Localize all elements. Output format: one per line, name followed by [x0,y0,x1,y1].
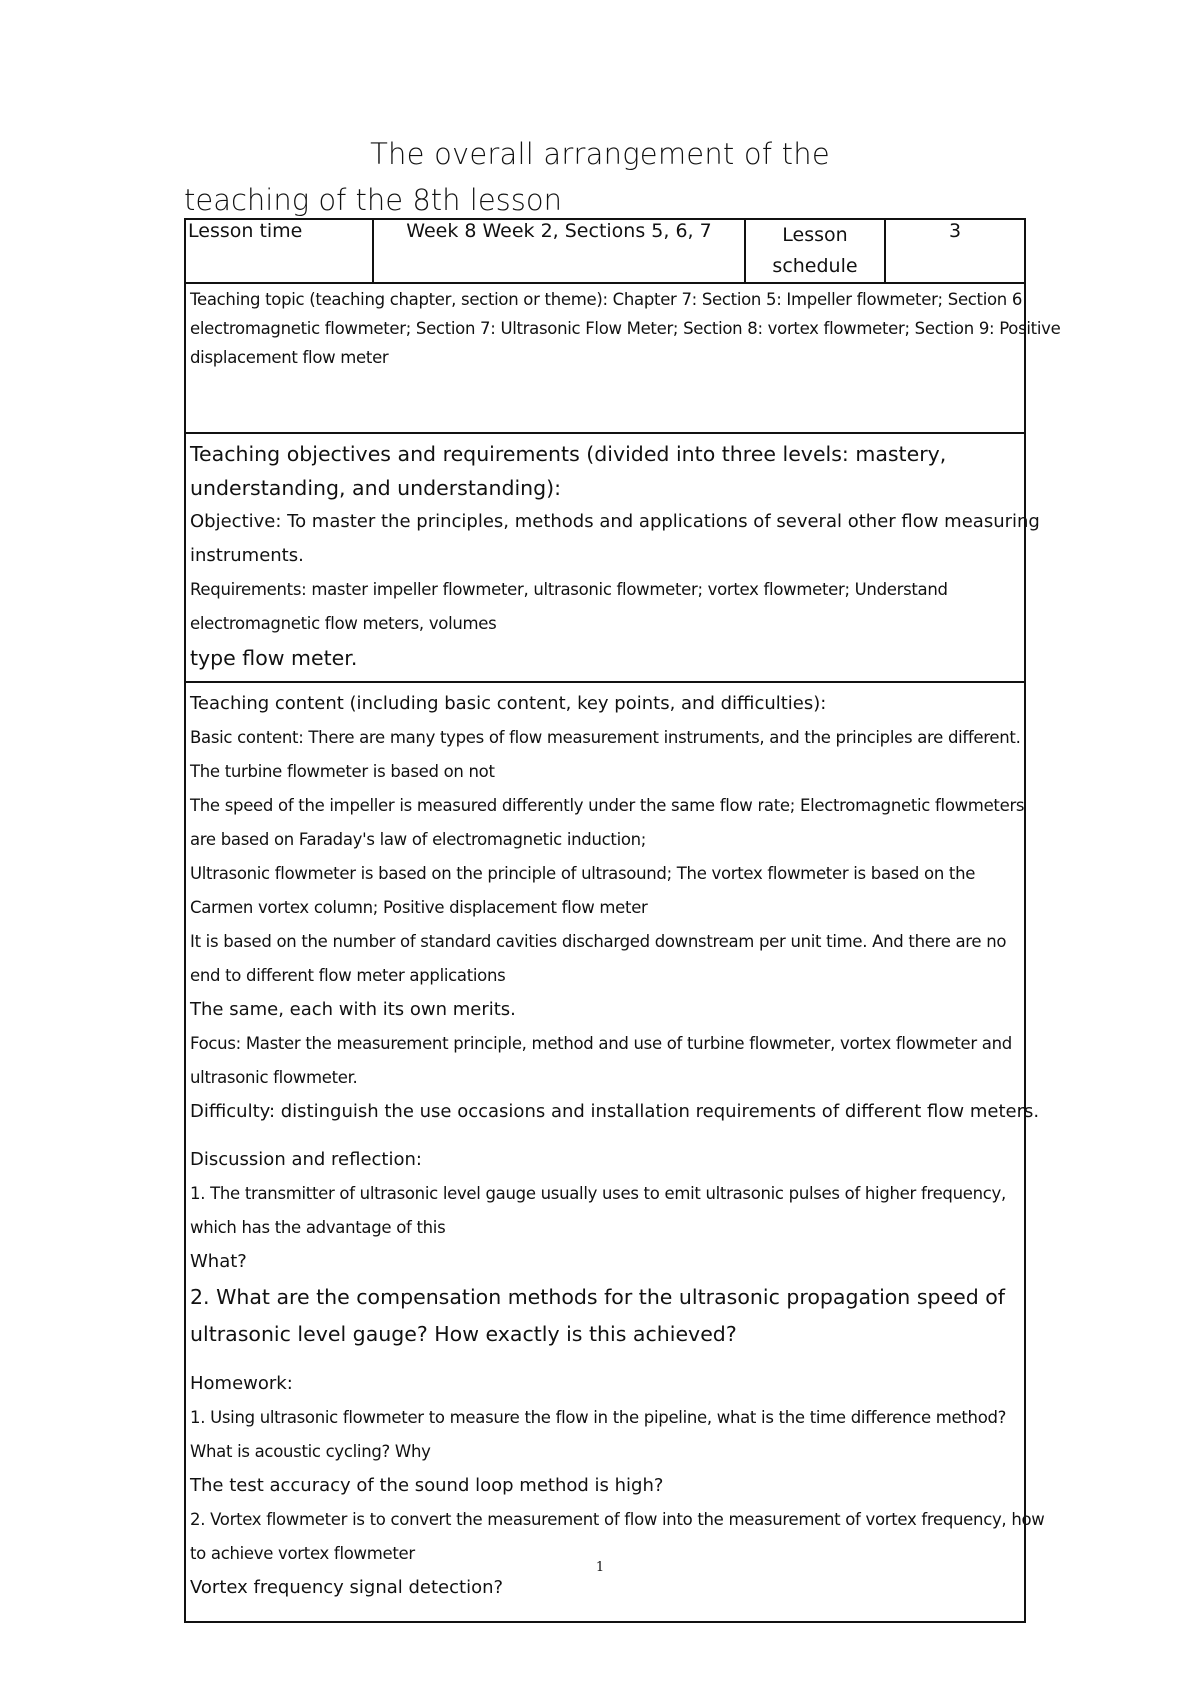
homework-h2-tail: Vortex frequency signal detection? [190,1577,504,1598]
discussion-heading: Discussion and reflection: [190,1149,422,1170]
focus-line: Focus: Master the measurement principle, method and use of turbine flowmeter, vortex flowmeter and [190,1034,1012,1053]
content-row [185,682,1025,1622]
discussion-q1-line: which has the advantage of this [190,1218,446,1237]
homework-heading: Homework: [190,1373,293,1394]
lesson-time-value: Week 8 Week 2, Sections 5, 6, 7 [373,219,745,283]
lesson-time-label: Lesson time [185,219,373,283]
homework-h2-line: 2. Vortex flowmeter is to convert the measurement of flow into the measurement of vortex frequency, how [190,1510,1045,1529]
lesson-schedule-label: Lesson schedule [745,219,885,283]
objectives-heading: understanding, and understanding): [190,476,562,500]
topic-line: displacement flow meter [190,348,389,367]
content-line: It is based on the number of standard cavities discharged downstream per unit time. And there are no [190,932,1007,951]
objectives-row [185,433,1025,682]
homework-h1-tail: The test accuracy of the sound loop method is high? [190,1475,664,1496]
content-heading: Teaching content (including basic content, key points, and difficulties): [190,693,827,714]
page-number: 1 [595,1560,605,1575]
objective-line: Objective: To master the principles, methods and applications of several other flow measuring [190,511,1040,532]
homework-h1-line: What is acoustic cycling? Why [190,1442,431,1461]
document-title-line-1: The overall arrangement of the [370,137,830,171]
objectives-cell [185,433,1040,682]
topic-line: electromagnetic flowmeter; Section 7: Ultrasonic Flow Meter; Section 8: vortex flowmeter; Section 9: Positive [190,319,1061,338]
content-line: Ultrasonic flowmeter is based on the principle of ultrasound; The vortex flowmeter is based on the [190,864,976,883]
homework-h1-line: 1. Using ultrasonic flowmeter to measure the flow in the pipeline, what is the time difference method? [190,1408,1007,1427]
homework-h2-line: to achieve vortex flowmeter [190,1544,415,1563]
lesson-schedule-value: 3 [885,219,1025,283]
focus-line: ultrasonic flowmeter. [190,1068,358,1087]
lesson-plan-table [184,218,1061,1623]
requirement-line: electromagnetic flow meters, volumes [190,614,497,633]
topic-line: Teaching topic (teaching chapter, section or theme): Chapter 7: Section 5: Impeller flowmeter; Section 6 [190,290,1023,309]
content-cell [185,682,1045,1622]
teaching-topic-row [185,283,1025,433]
discussion-q2-line: ultrasonic level gauge? How exactly is this achieved? [190,1322,737,1346]
content-line: The same, each with its own merits. [190,999,516,1020]
objective-line: instruments. [190,545,304,566]
discussion-q2-line: 2. What are the compensation methods for the ultrasonic propagation speed of [190,1285,1006,1309]
header-row [185,219,1025,283]
teaching-topic-cell [185,283,1061,433]
requirement-line: Requirements: master impeller flowmeter, ultrasonic flowmeter; vortex flowmeter; Understand [190,580,948,599]
difficulty-line: Difficulty: distinguish the use occasions and installation requirements of different flow meters. [190,1101,1040,1122]
content-line: The speed of the impeller is measured differently under the same flow rate; Electromagnetic flowmeters [190,796,1025,815]
objectives-tail: type flow meter. [190,646,358,670]
basic-content-line: The turbine flowmeter is based on not [190,762,495,781]
basic-content-line: Basic content: There are many types of flow measurement instruments, and the principles are different. [190,728,1021,747]
content-line: are based on Faraday's law of electromagnetic induction; [190,830,647,849]
discussion-q1-line: 1. The transmitter of ultrasonic level gauge usually uses to emit ultrasonic pulses of higher frequency, [190,1184,1006,1203]
discussion-q1-tail: What? [190,1251,247,1272]
content-line: Carmen vortex column; Positive displacement flow meter [190,898,648,917]
content-line: end to different flow meter applications [190,966,506,985]
objectives-heading: Teaching objectives and requirements (divided into three levels: mastery, [190,442,947,466]
document-title-line-2: teaching of the 8th lesson [184,183,563,217]
